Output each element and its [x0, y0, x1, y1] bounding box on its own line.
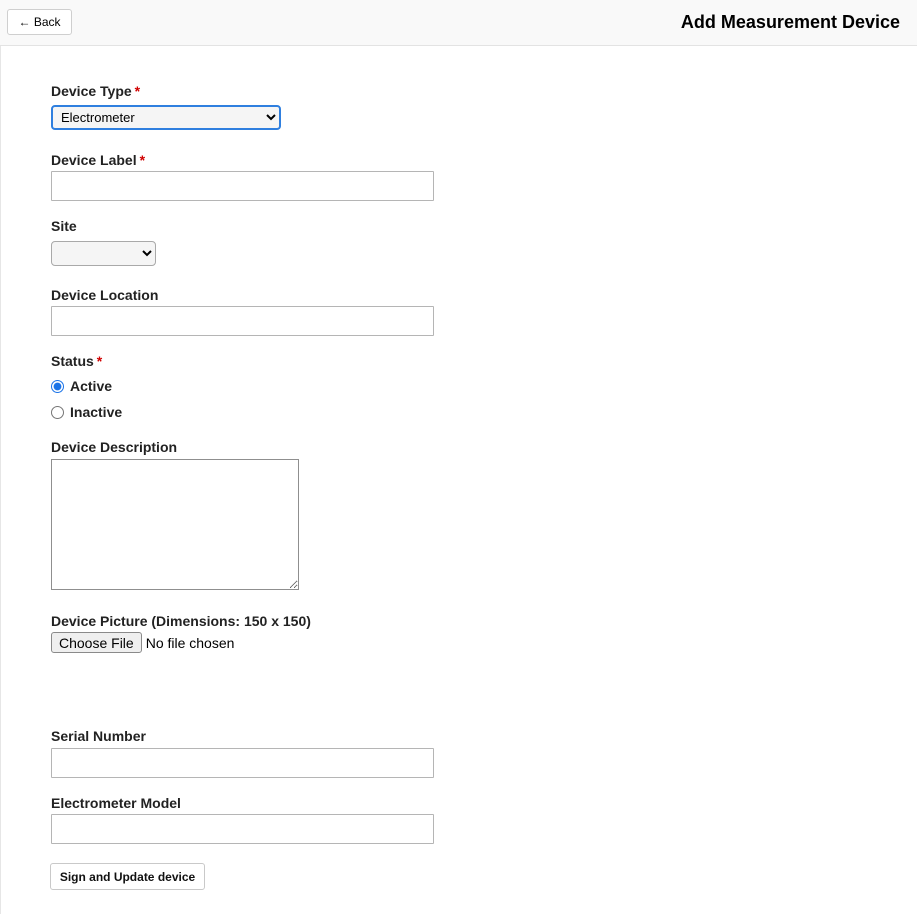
device-type-select[interactable] — [51, 105, 281, 130]
status-label — [51, 353, 102, 369]
serial-number-label: Serial Number — [51, 728, 146, 744]
status-inactive-label: Inactive — [70, 404, 123, 420]
status-inactive-radio[interactable] — [51, 406, 64, 419]
device-picture-file-input[interactable] — [51, 632, 234, 653]
device-label-label-text: Device Label — [51, 152, 137, 168]
site-select[interactable] — [51, 241, 156, 266]
left-divider — [0, 46, 1, 914]
back-label: ← Back — [18, 15, 61, 29]
device-location-input[interactable] — [51, 306, 434, 336]
top-bar — [0, 0, 917, 46]
status-option-inactive[interactable] — [51, 404, 122, 420]
status-option-active[interactable] — [51, 378, 112, 394]
required-asterisk: * — [134, 83, 141, 99]
device-label-label — [51, 152, 145, 168]
status-active-radio[interactable] — [51, 380, 64, 393]
choose-file-button[interactable]: Choose File — [51, 632, 142, 653]
device-label-input[interactable] — [51, 171, 434, 201]
page-title: Add Measurement Device — [680, 12, 900, 32]
device-description-textarea[interactable] — [51, 459, 299, 590]
device-type-label-text: Device Type — [51, 83, 132, 99]
site-label: Site — [51, 218, 77, 234]
required-asterisk: * — [139, 152, 146, 168]
electrometer-model-label: Electrometer Model — [51, 795, 181, 811]
device-location-label: Device Location — [51, 287, 159, 303]
status-active-label: Active — [70, 378, 113, 394]
electrometer-model-input[interactable] — [51, 814, 434, 844]
device-type-label — [51, 83, 140, 99]
file-status-text: No file chosen — [145, 634, 235, 651]
device-description-label: Device Description — [51, 439, 178, 455]
serial-number-input[interactable] — [51, 748, 434, 778]
status-label-text: Status — [51, 353, 94, 369]
sign-and-update-button[interactable]: Sign and Update device — [50, 863, 205, 890]
device-picture-label: Device Picture (Dimensions: 150 x 150) — [51, 613, 311, 629]
back-button[interactable] — [7, 9, 72, 35]
required-asterisk: * — [96, 353, 103, 369]
